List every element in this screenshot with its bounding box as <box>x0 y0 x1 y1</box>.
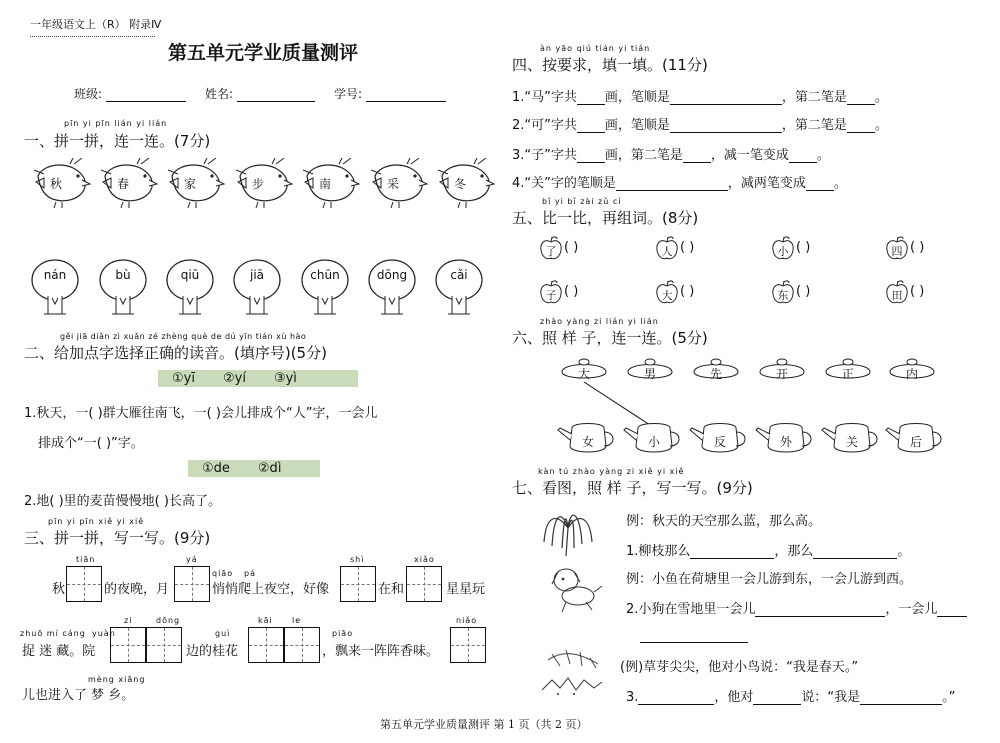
s3-text-6: 捉 迷 藏。院 <box>22 644 96 659</box>
teapot[interactable] <box>754 420 816 456</box>
page-footer: 第五单元学业质量测评 第 1 页（共 2 页） <box>380 718 588 731</box>
grass-bird-illustration <box>538 640 606 696</box>
s7-q1-b: ，那么 <box>774 544 814 559</box>
apple-label: 子 <box>545 289 557 302</box>
s3-text-3: 悄悄爬上夜空，好像 <box>212 582 330 597</box>
s3-pinyin: pīn yi pīn xiě yi xiě <box>48 517 145 526</box>
s4-q4-a: 4.“关”字的笔顺是 <box>512 176 616 191</box>
s5-pinyin: bǐ yi bǐ zài zǔ cí <box>542 197 622 206</box>
py-gui: guì <box>215 629 231 638</box>
py-yuan: yuàn <box>92 629 116 638</box>
s4-q1-end: 。 <box>874 90 888 105</box>
answer-parens[interactable]: ( ) <box>680 284 695 299</box>
apple-label: 田 <box>891 289 903 302</box>
s4-q4-end: 。 <box>833 176 847 191</box>
answer-parens[interactable]: ( ) <box>910 284 925 299</box>
bird-character: 冬 <box>454 177 467 191</box>
tree-pinyin: nán <box>43 268 67 282</box>
s7-q3 <box>626 686 955 705</box>
s2-pinyin: gěi jiā diǎn zì xuǎn zé zhèng què de dú yīn tián xù hào <box>60 332 307 341</box>
pot-character: 反 <box>713 435 726 449</box>
name-label: 姓名: <box>205 87 234 101</box>
s3-title: 三、拼一拼，写一写。(9分) <box>24 529 211 547</box>
py-tian: tiān <box>76 555 96 564</box>
pot-lid[interactable] <box>692 356 740 382</box>
s1-title: 一、拼一拼，连一连。(7分) <box>24 132 211 150</box>
apple-label: 大 <box>661 289 673 302</box>
s7-q3-a: 3. <box>626 690 639 705</box>
lid-character: 正 <box>841 367 854 381</box>
answer-parens[interactable]: ( ) <box>680 240 695 255</box>
answer-parens[interactable]: ( ) <box>910 240 925 255</box>
s3-text-7: 边的桂花 <box>186 644 239 659</box>
s7-example2: 例：小鱼在荷塘里一会儿游到东，一会儿游到西。 <box>626 572 913 587</box>
pot-lid[interactable] <box>626 356 674 382</box>
s4-q2-end: 。 <box>874 118 888 133</box>
s4-q1-a: 1.“马”字共 <box>512 90 577 105</box>
s2-q2: 2.地( )里的麦苗慢慢地( )长高了。 <box>24 494 221 509</box>
bird-character: 秋 <box>50 177 63 191</box>
bird-character: 南 <box>319 177 332 191</box>
option-di: ②dì <box>257 461 282 476</box>
teapot[interactable] <box>884 420 946 456</box>
option-yi4: ③yì <box>273 371 297 386</box>
puppy-illustration <box>544 566 604 614</box>
apple-label: 四 <box>891 245 903 258</box>
s7-example1: 例：秋天的天空那么蓝，那么高。 <box>626 514 822 529</box>
tree-pinyin: chūn <box>310 268 340 282</box>
s7-q2-continuation <box>640 628 748 643</box>
s7-q1-a: 1.柳枝那么 <box>626 544 691 559</box>
s2-q1-line2: 排成个“一( )”字。 <box>38 436 144 451</box>
apple-label: 小 <box>777 245 789 258</box>
bird-character: 春 <box>117 177 130 191</box>
py-shi: shì <box>350 555 365 564</box>
s1-pinyin: pīn yi pīn lián yi lián <box>64 119 168 128</box>
s3-text-4: 在和 <box>378 582 405 597</box>
py-niao: niǎo <box>456 616 478 625</box>
class-label: 班级: <box>74 87 103 101</box>
pot-lid[interactable] <box>560 356 608 382</box>
bird-character: 采 <box>387 177 400 191</box>
s4-q2-b: 画，笔顺是 <box>604 118 670 133</box>
teapot[interactable] <box>622 420 684 456</box>
tree-pinyin: jiā <box>249 268 265 282</box>
teapot[interactable] <box>556 420 618 456</box>
py-pa: pá <box>244 569 256 578</box>
apple-label: 东 <box>777 289 789 302</box>
teapot[interactable] <box>688 420 750 456</box>
s4-q3-b: 画，第二笔是 <box>604 148 683 163</box>
py-le: le <box>292 616 302 625</box>
s7-q2-b: ，一会儿 <box>885 602 938 617</box>
lid-character: 大 <box>577 367 590 381</box>
s4-q2-a: 2.“可”字共 <box>512 118 577 133</box>
header-tag-text: 一年级语文上（R） 附录Ⅳ <box>30 18 162 31</box>
s4-q4-b: ，减两笔变成 <box>727 176 806 191</box>
py-zhuomicang: zhuō mí cáng <box>20 629 86 638</box>
lid-character: 内 <box>905 367 918 381</box>
pot-character: 女 <box>581 435 594 449</box>
option-yi2: ②yí <box>222 371 246 386</box>
py-mengxiang: mèng xiāng <box>88 675 146 684</box>
s7-q1 <box>626 540 910 559</box>
lid-character: 男 <box>643 367 656 381</box>
s3-text-1: 秋 <box>52 582 66 597</box>
s2-q1-line1: 1.秋天，一( )群大雁往南飞，一( )会儿排成个“人”字，一会儿 <box>24 406 378 421</box>
tree-pinyin: qiū <box>180 268 200 282</box>
s7-q3-c: 说：“我是 <box>801 690 861 705</box>
s4-title: 四、按要求，填一填。(11分) <box>512 56 708 74</box>
py-ya: yá <box>186 555 198 564</box>
option-yi1: ①yī <box>172 371 195 386</box>
apple-label: 人 <box>661 245 673 258</box>
pot-character: 小 <box>647 435 660 449</box>
s7-q2 <box>626 598 967 617</box>
py-kai: kāi <box>258 616 273 625</box>
tree-pinyin: dōng <box>376 268 408 282</box>
s4-q2-c: ，第二笔是 <box>781 118 847 133</box>
s7-q1-end: 。 <box>897 544 911 559</box>
apple-label: 了 <box>545 245 557 258</box>
s4-q3-c: ，减一笔变成 <box>710 148 789 163</box>
pot-lid[interactable] <box>758 356 806 382</box>
py-qiao: qiāo <box>212 569 234 578</box>
id-label: 学号: <box>334 87 363 101</box>
lid-character: 先 <box>709 367 722 381</box>
s7-q3-b: ，他对 <box>714 690 754 705</box>
bird-character: 家 <box>184 177 197 191</box>
pot-character: 后 <box>909 435 922 449</box>
pot-character: 外 <box>779 435 792 449</box>
option-de: ①de <box>202 461 230 476</box>
s7-title: 七、看图，照 样 子，写一写。(9分) <box>512 479 753 497</box>
tree-pinyin: cǎi <box>450 268 468 282</box>
s3-text-5: 星星玩 <box>446 582 486 597</box>
py-zi: zi <box>124 616 133 625</box>
s4-q3-end: 。 <box>816 148 830 163</box>
py-dong: dōng <box>156 616 181 625</box>
s6-title: 六、照 样 子，连一连。(5分) <box>512 329 708 347</box>
answer-parens[interactable]: ( ) <box>796 284 811 299</box>
answer-parens[interactable]: ( ) <box>796 240 811 255</box>
s3-text-9: 儿也进入了 梦 乡。 <box>22 688 135 703</box>
answer-parens[interactable]: ( ) <box>564 240 579 255</box>
tree-pinyin: bù <box>115 268 131 282</box>
lid-character: 开 <box>775 367 788 381</box>
s3-text-2: 的夜晚，月 <box>104 582 170 597</box>
answer-parens[interactable]: ( ) <box>564 284 579 299</box>
s2-title: 二、给加点字选择正确的读音。(填序号)(5分) <box>24 344 327 362</box>
s4-pinyin: àn yāo qiú tián yi tián <box>540 44 651 53</box>
s5-title: 五、比一比，再组词。(8分) <box>512 209 699 227</box>
s4-q3-a: 3.“子”字共 <box>512 148 577 163</box>
willow-tree-illustration <box>536 502 600 558</box>
py-xiao: xiǎo <box>414 555 435 564</box>
s7-pinyin: kàn tú zhào yàng zi xiě yi xiě <box>538 467 685 476</box>
bird-character: 步 <box>252 177 265 191</box>
s4-q1-c: ，第二笔是 <box>781 90 847 105</box>
s7-q2-a: 2.小狗在雪地里一会儿 <box>626 602 756 617</box>
page-title: 第五单元学业质量测评 <box>168 42 359 64</box>
pot-character: 关 <box>845 435 858 449</box>
pot-lid[interactable] <box>824 356 872 382</box>
py-piao: piāo <box>332 629 354 638</box>
s3-text-8: ，飘来一阵阵香味。 <box>322 644 440 659</box>
s7-example3: (例)草芽尖尖，他对小鸟说：“我是春天。” <box>620 660 859 675</box>
s6-pinyin: zhào yàng zi lián yi lián <box>540 317 659 326</box>
teapot[interactable] <box>820 420 882 456</box>
s7-q3-d: 。” <box>942 690 956 705</box>
pot-lid[interactable] <box>888 356 936 382</box>
s4-q1-b: 画，笔顺是 <box>604 90 670 105</box>
